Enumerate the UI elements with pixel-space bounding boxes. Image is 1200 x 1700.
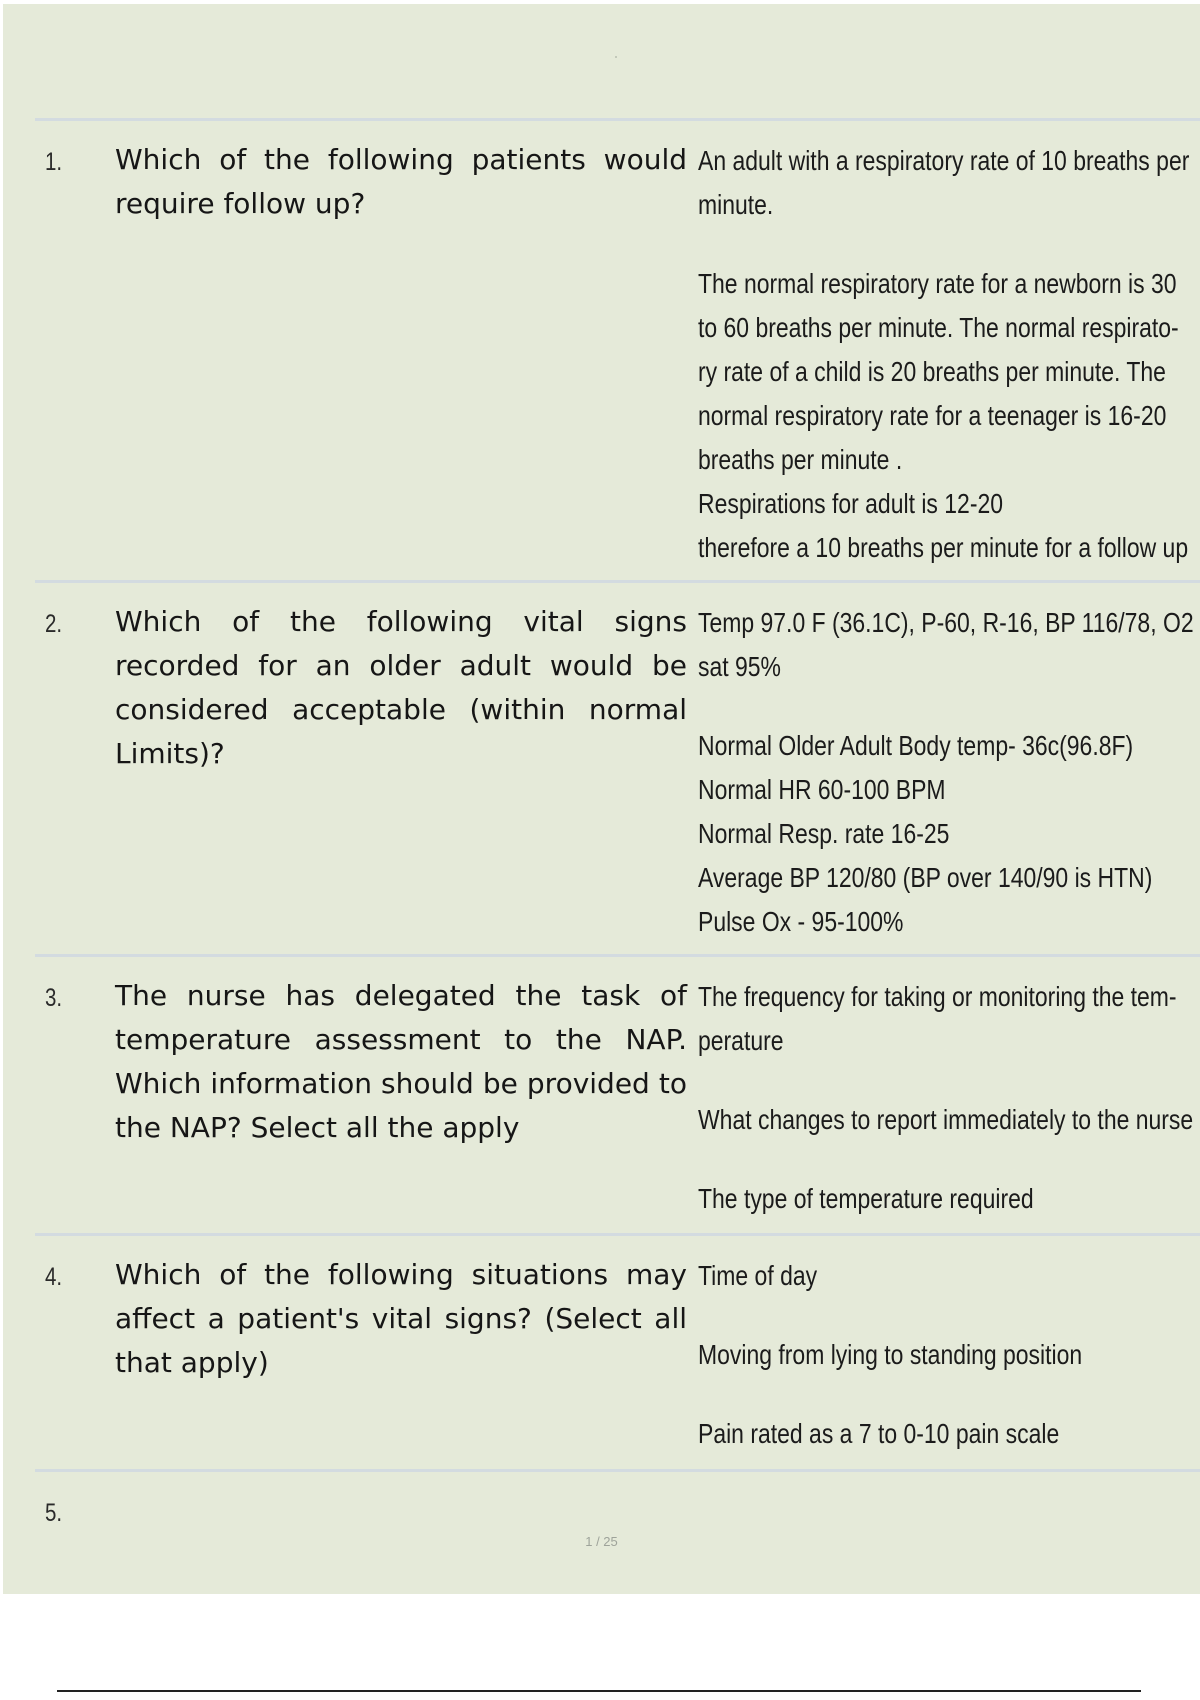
question-row-2 xyxy=(35,580,1200,960)
answer-line: therefore a 10 breaths per minute for a follow up xyxy=(698,532,1189,563)
answer-line: The frequency for taking or monitoring the tem- xyxy=(698,981,1177,1012)
answer-line: sat 95% xyxy=(698,651,781,682)
answer-line xyxy=(698,1298,1200,1333)
question-text: The nurse has delegated the task of temperature assessment to the NAP. Which information should be provided to the NAP? Select all the apply xyxy=(115,979,687,1144)
question-number: 5. xyxy=(45,1499,63,1527)
row-divider xyxy=(35,954,1200,957)
answer-line: Respirations for adult is 12-20 xyxy=(698,488,1004,519)
row-divider xyxy=(35,118,1200,121)
document-page xyxy=(3,4,1200,1594)
answer-text xyxy=(698,975,1200,1221)
answer-line: What changes to report immediately to the nurse xyxy=(698,1104,1194,1135)
answer-line: The normal respiratory rate for a newborn is 30 xyxy=(698,268,1177,299)
answer-line: normal respiratory rate for a teenager is 16-20 xyxy=(698,400,1167,431)
answer-line: Time of day xyxy=(698,1260,818,1291)
page-indicator: 1 / 25 xyxy=(585,1534,618,1549)
answer-line: Pain rated as a 7 to 0-10 pain scale xyxy=(698,1418,1060,1449)
answer-line: perature xyxy=(698,1025,784,1056)
answer-line: Normal Resp. rate 16-25 xyxy=(698,818,950,849)
answer-line: minute. xyxy=(698,189,774,220)
answer-line xyxy=(698,1142,1200,1177)
answer-text xyxy=(698,1254,1200,1456)
answer-line: An adult with a respiratory rate of 10 breaths per xyxy=(698,145,1190,176)
answer-text xyxy=(698,601,1200,944)
answer-line xyxy=(698,227,1200,262)
answer-line: Average BP 120/80 (BP over 140/90 is HTN) xyxy=(698,862,1153,893)
answer-line: Normal Older Adult Body temp- 36c(96.8F) xyxy=(698,730,1134,761)
answer-line: to 60 breaths per minute. The normal respirato- xyxy=(698,312,1179,343)
question-text: Which of the following situations may affect a patient's vital signs? (Select all that apply) xyxy=(115,1258,687,1379)
question-text: Which of the following vital signs recorded for an older adult would be considered acceptable (within normal Limits)? xyxy=(115,605,687,770)
answer-line: Pulse Ox - 95-100% xyxy=(698,906,904,937)
question-row-3 xyxy=(35,954,1200,1238)
answer-line xyxy=(698,1063,1200,1098)
question-text: Which of the following patients would require follow up? xyxy=(115,143,687,220)
answer-line: breaths per minute . xyxy=(698,444,903,475)
question-row-1 xyxy=(35,118,1200,586)
row-divider xyxy=(35,1233,1200,1236)
question-number: 4. xyxy=(45,1263,63,1291)
row-divider xyxy=(35,580,1200,583)
answer-line: The type of temperature required xyxy=(698,1183,1034,1214)
header-mark xyxy=(615,56,617,58)
answer-line xyxy=(698,689,1200,724)
answer-line xyxy=(698,1377,1200,1412)
answer-line: Moving from lying to standing position xyxy=(698,1339,1083,1370)
question-number: 3. xyxy=(45,984,63,1012)
answer-line: Temp 97.0 F (36.1C), P-60, R-16, BP 116/78, O2 xyxy=(698,607,1194,638)
answer-line: ry rate of a child is 20 breaths per minute. The xyxy=(698,356,1166,387)
row-divider xyxy=(35,1469,1200,1472)
question-number: 2. xyxy=(45,610,63,638)
answer-line: Normal HR 60-100 BPM xyxy=(698,774,946,805)
question-row-4 xyxy=(35,1233,1200,1475)
question-number: 1. xyxy=(45,148,63,176)
answer-text xyxy=(698,139,1200,570)
bottom-rule xyxy=(57,1690,1141,1692)
